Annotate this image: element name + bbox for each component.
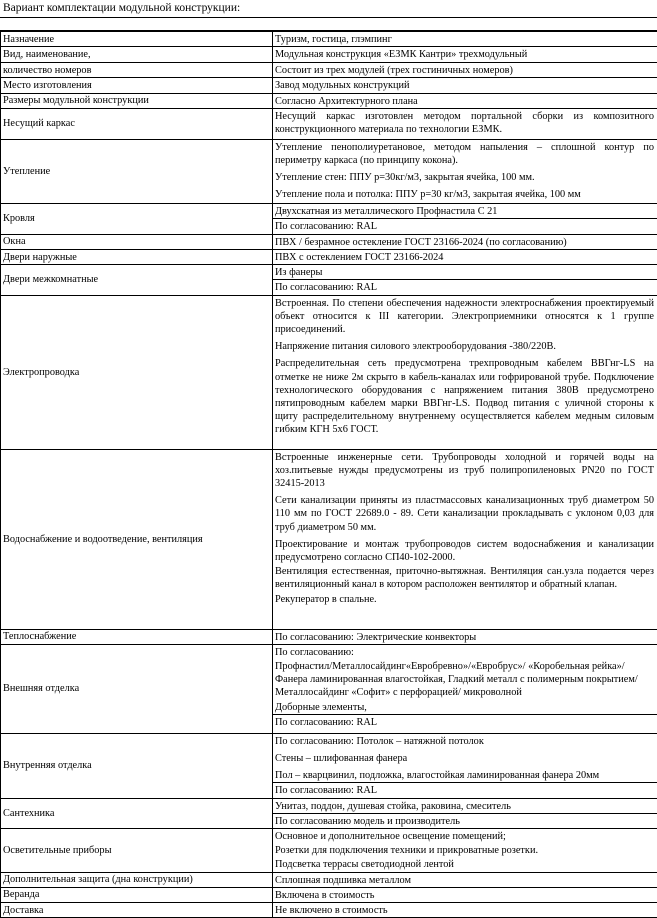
value-line: Основное и дополнительное освещение помещений; xyxy=(273,829,657,843)
row-label: Вид, наименование, xyxy=(1,47,273,63)
value-line: Двухскатная из металлического Профнастила С 21 xyxy=(273,204,657,219)
value-line: Завод модульных конструкций xyxy=(273,78,657,92)
row-value xyxy=(273,93,657,108)
table-row xyxy=(1,139,657,203)
sheet-title: Вариант комплектации модульной конструкции: xyxy=(0,0,657,17)
value-line: Пол – кварцвинил, подложка, влагостойкая ламинированная фанера 20мм xyxy=(273,768,657,783)
value-line: Сплошная подшивка металлом xyxy=(273,873,657,887)
row-value xyxy=(273,887,657,902)
row-label: Сантехника xyxy=(1,798,273,828)
table-row xyxy=(1,449,657,629)
value-line: По согласованию модель и производитель xyxy=(273,814,657,828)
value-line: По согласованию: RAL xyxy=(273,715,657,729)
row-value xyxy=(273,449,657,629)
value-line: Согласно Архитектурного плана xyxy=(273,94,657,108)
row-value xyxy=(273,798,657,828)
row-value xyxy=(273,872,657,887)
row-value xyxy=(273,139,657,203)
row-label: Дополнительная защита (дна конструкции) xyxy=(1,872,273,887)
value-line: Утепление стен: ППУ p=30кг/м3, закрытая ячейка, 100 мм. xyxy=(273,170,657,184)
table-row xyxy=(1,32,657,47)
table-row xyxy=(1,903,657,918)
blank-row xyxy=(0,18,657,31)
row-value xyxy=(273,644,657,733)
row-value xyxy=(273,250,657,265)
value-line: По согласованию: RAL xyxy=(273,219,657,233)
value-line: Напряжение питания силового электрооборудования -380/220В. xyxy=(273,339,657,353)
row-value xyxy=(273,829,657,873)
spec-table xyxy=(0,31,657,918)
row-label: Кровля xyxy=(1,203,273,234)
value-line: Туризм, гостица, глэмпинг xyxy=(273,32,657,46)
value-line: По согласованию: Электрические конвекторы xyxy=(273,630,657,644)
value-line: Доборные элементы, xyxy=(273,700,657,715)
table-row xyxy=(1,63,657,78)
row-value xyxy=(273,733,657,798)
table-row xyxy=(1,203,657,234)
value-line: Несущий каркас изготовлен методом портальной сборки из композитного конструкционного материала по технологии ЕЗМК. xyxy=(273,109,657,136)
table-row xyxy=(1,733,657,798)
value-line: Унитаз, поддон, душевая стойка, раковина, смеситель xyxy=(273,799,657,814)
row-label: Размеры модульной конструкции xyxy=(1,93,273,108)
value-line: По согласованию: RAL xyxy=(273,280,657,294)
value-line: Стены – шлифованная фанера xyxy=(273,751,657,765)
value-line: Проектирование и монтаж трубопроводов систем водоснабжения и канализации предусмотрено согласно СП40-102-2000. xyxy=(273,537,657,564)
table-row xyxy=(1,629,657,644)
table-row xyxy=(1,872,657,887)
row-label: количество номеров xyxy=(1,63,273,78)
row-value xyxy=(273,78,657,93)
table-row xyxy=(1,265,657,295)
row-label: Веранда xyxy=(1,887,273,902)
value-line: Не включено в стоимость xyxy=(273,903,657,917)
row-label: Доставка xyxy=(1,903,273,918)
table-row xyxy=(1,78,657,93)
row-label: Место изготовления xyxy=(1,78,273,93)
row-label: Утепление xyxy=(1,139,273,203)
value-line: Подсветка террасы светодиодной лентой xyxy=(273,857,657,871)
row-value xyxy=(273,203,657,234)
table-row xyxy=(1,829,657,873)
row-value xyxy=(273,108,657,139)
row-label: Окна xyxy=(1,234,273,249)
row-label: Назначение xyxy=(1,32,273,47)
value-line: Распределительная сеть предусмотрена трехпроводным кабелем ВВГнг-LS на отметке не ниже 2м скрыто в кабель-каналах или гофрированой трубе. Подключение технологического оборудования с напряжением питания 380В предусмотрено пятипроводным кабелем марки ВВГнг-LS. Подвод питания с уличной стороны к щиту распределительному внутреннему осуществляется кабелем медным силовым гибким КГН 5х6 ГОСТ. xyxy=(273,356,657,436)
row-label: Осветительные приборы xyxy=(1,829,273,873)
table-row xyxy=(1,250,657,265)
row-value xyxy=(273,295,657,449)
value-line: Включена в стоимость xyxy=(273,888,657,902)
row-value xyxy=(273,234,657,249)
row-label: Электропроводка xyxy=(1,295,273,449)
row-label: Водоснабжение и водоотведение, вентиляция xyxy=(1,449,273,629)
row-label: Внутренняя отделка xyxy=(1,733,273,798)
value-line: Модульная конструкция «ЕЗМК Кантри» трехмодульный xyxy=(273,47,657,61)
value-line: Утепление пенополиуретановое, методом напыления – сплошной контур по периметру каркаса (по принципу кокона). xyxy=(273,140,657,167)
value-line: Розетки для подключения техники и прикроватные розетки. xyxy=(273,843,657,857)
row-label: Двери наружные xyxy=(1,250,273,265)
value-line: Встроенные инженерные сети. Трубопроводы холодной и горячей воды на хоз.питьевые нужды предусмотрены из труб полипропиленовых PN20 по ГОСТ 32415-2013 xyxy=(273,450,657,491)
table-row xyxy=(1,108,657,139)
value-line: По согласованию: xyxy=(273,645,657,659)
value-line: ПВХ / безрамное остекление ГОСТ 23166-2024 (по согласованию) xyxy=(273,235,657,249)
table-row xyxy=(1,93,657,108)
value-line: Вентиляция естественная, приточно-вытяжная. Вентиляция сан.узла подается через вентиляционный канал в котором расположен вентилятор и обратный клапан. xyxy=(273,564,657,591)
value-line: Встроенная. По степени обеспечения надежности электроснабжения проектируемый объект относится к III категории. Электроприемники относятся к 1 группе присоединений. xyxy=(273,296,657,337)
value-line: По согласованию: RAL xyxy=(273,783,657,797)
value-line: Сети канализации приняты из пластмассовых канализационных труб диаметром 50 110 мм по ГОСТ 22689.0 - 89. Сети канализации прокладывать с уклоном 0,03 для труб диаметром 50 мм. xyxy=(273,493,657,534)
row-label: Двери межкомнатные xyxy=(1,265,273,295)
value-line: Из фанеры xyxy=(273,265,657,280)
row-value xyxy=(273,32,657,47)
table-row xyxy=(1,798,657,828)
value-line: Состоит из трех модулей (трех гостиничных номеров) xyxy=(273,63,657,77)
table-row xyxy=(1,295,657,449)
table-row xyxy=(1,234,657,249)
value-line: Утепление пола и потолка: ППУ p=30 кг/м3, закрытая ячейка, 100 мм xyxy=(273,187,657,201)
row-label: Теплоснабжение xyxy=(1,629,273,644)
row-value xyxy=(273,63,657,78)
value-line: ПВХ с остеклением ГОСТ 23166-2024 xyxy=(273,250,657,264)
row-label: Внешняя отделка xyxy=(1,644,273,733)
table-row xyxy=(1,644,657,733)
table-row xyxy=(1,47,657,63)
row-value xyxy=(273,265,657,295)
row-value xyxy=(273,629,657,644)
row-value xyxy=(273,903,657,918)
table-row xyxy=(1,887,657,902)
value-line: По согласованию: Потолок – натяжной потолок xyxy=(273,734,657,748)
value-line: Рекуператор в спальне. xyxy=(273,592,657,606)
value-line: Профнастил/Металлосайдинг«Евробревно»/«Евробрус»/ «Коробельная рейка»/ Фанера ламинированная влагостойкая, Гладкий металл с полимерным покрытием/Металлосайдинг «Софит» с перфорацией/ микроволной xyxy=(273,659,657,700)
row-label: Несущий каркас xyxy=(1,108,273,139)
row-value xyxy=(273,47,657,63)
